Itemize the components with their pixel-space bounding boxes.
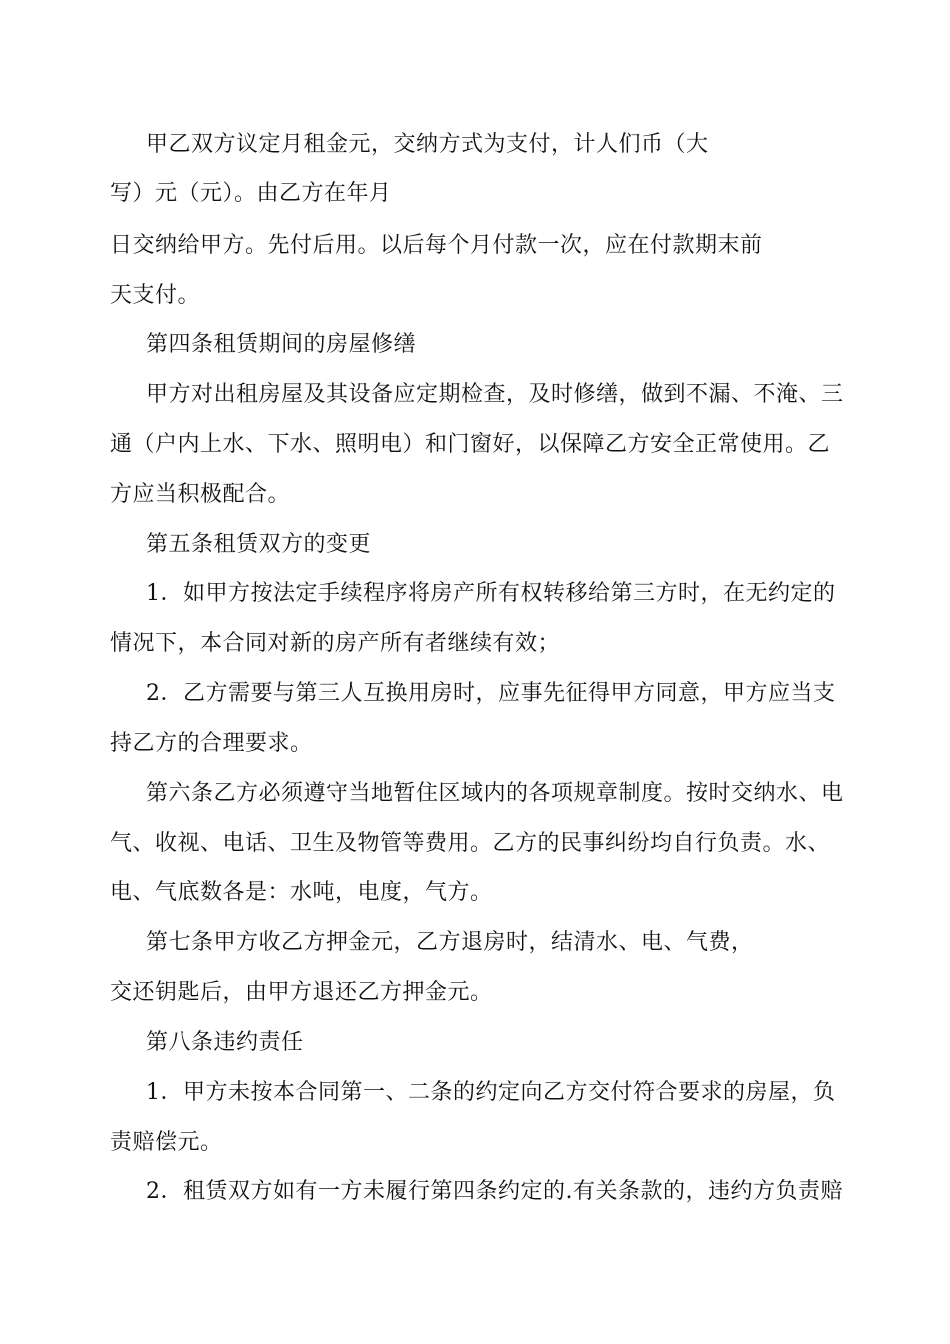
paragraph-line: 甲乙双方议定月租金元，交纳方式为支付，计人们币（大 — [146, 132, 709, 157]
paragraph-line: 电、气底数各是：水吨，电度，气方。 — [110, 880, 493, 905]
section-heading: 第四条租赁期间的房屋修缮 — [146, 332, 417, 357]
paragraph-line: 2．乙方需要与第三人互换用房时，应事先征得甲方同意，甲方应当支 — [146, 681, 836, 706]
paragraph-line: 第六条乙方必须遵守当地暂住区域内的各项规章制度。按时交纳水、电 — [146, 781, 844, 806]
paragraph-line: 甲方对出租房屋及其设备应定期检查，及时修缮，做到不漏、不淹、三 — [146, 382, 844, 407]
paragraph-line: 2．租赁双方如有一方未履行第四条约定的.有关条款的，违约方负责赔 — [146, 1179, 843, 1204]
paragraph-line: 情况下，本合同对新的房产所有者继续有效； — [110, 631, 561, 656]
paragraph-line: 第七条甲方收乙方押金元，乙方退房时，结清水、电、气费， — [146, 930, 754, 955]
paragraph-line: 责赔偿元。 — [110, 1130, 223, 1155]
paragraph-line: 日交纳给甲方。先付后用。以后每个月付款一次，应在付款期末前 — [110, 233, 763, 258]
section-heading: 第五条租赁双方的变更 — [146, 532, 372, 557]
paragraph-line: 通（户内上水、下水、照明电）和门窗好，以保障乙方安全正常使用。乙 — [110, 432, 831, 457]
paragraph-line: 1．甲方未按本合同第一、二条的约定向乙方交付符合要求的房屋，负 — [146, 1080, 836, 1105]
paragraph-line: 气、收视、电话、卫生及物管等费用。乙方的民事纠纷均自行负责。水、 — [110, 831, 831, 856]
paragraph-line: 天支付。 — [110, 283, 201, 308]
section-heading: 第八条违约责任 — [146, 1030, 304, 1055]
paragraph-line: 写）元（元）。由乙方在年月 — [110, 181, 392, 206]
paragraph-line: 交还钥匙后，由甲方退还乙方押金元。 — [110, 980, 493, 1005]
paragraph-line: 1．如甲方按法定手续程序将房产所有权转移给第三方时，在无约定的 — [146, 581, 836, 606]
paragraph-line: 方应当积极配合。 — [110, 482, 291, 507]
paragraph-line: 持乙方的合理要求。 — [110, 731, 313, 756]
